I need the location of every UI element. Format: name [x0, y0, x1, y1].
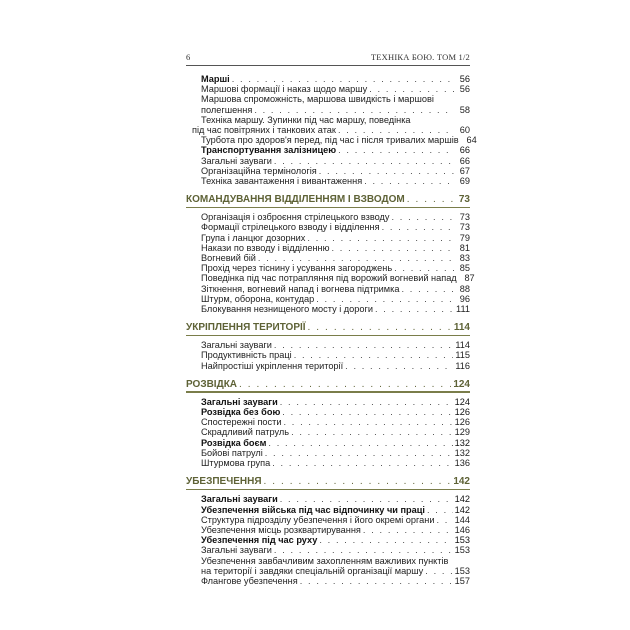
dot-leader	[239, 379, 451, 391]
entry-title: Структура підрозділу убезпечення і його окремі органи	[201, 514, 435, 525]
toc-entry	[186, 105, 470, 115]
toc-entry	[186, 273, 475, 284]
entry-title: Формації стрілецького взводу і відділення	[201, 222, 380, 233]
dot-leader	[280, 397, 453, 407]
dot-leader	[272, 458, 452, 468]
toc-entry	[186, 145, 470, 155]
entry-page-number: 83	[459, 253, 470, 264]
entry-title: полегшення	[201, 104, 253, 115]
entry-page-number: 142	[454, 504, 470, 515]
entry-title: Флангове убезпечення	[201, 575, 298, 586]
entry-title: Спостережні пости	[201, 417, 282, 428]
toc-entry	[186, 176, 470, 186]
entry-title: Убезпечення війська під час відпочинку чи праці	[201, 504, 425, 515]
entry-page-number: 85	[459, 263, 470, 274]
section-page-number: 73	[458, 194, 470, 206]
section-page-number: 114	[453, 322, 470, 334]
toc-entry	[186, 94, 470, 104]
entry-title: Скрадливий патруль	[201, 427, 290, 438]
entry-title: Загальні зауваги	[201, 155, 272, 166]
toc-entry	[186, 263, 470, 273]
entry-page-number: 129	[454, 427, 470, 438]
entry-page-number: 146	[454, 524, 470, 535]
entry-title: Техніка завантаження і вивантаження	[201, 176, 363, 187]
toc-entry	[186, 448, 470, 458]
entry-title: Розвідка боєм	[201, 437, 267, 448]
toc-entry	[186, 525, 470, 535]
dot-leader	[394, 263, 454, 273]
entry-page-number: 132	[454, 437, 470, 448]
entry-title: Блокування незнищеного мосту і дороги	[201, 304, 373, 315]
entry-title: Транспортування залізницею	[201, 145, 337, 156]
entry-title: Вогневий бій	[201, 253, 256, 264]
toc-entry	[186, 284, 470, 294]
entry-title: Убезпечення місць розквартирування	[201, 524, 361, 535]
entry-page-number: 126	[454, 417, 470, 428]
toc-entry	[186, 438, 470, 448]
entry-page-number: 124	[454, 396, 470, 407]
entry-page-number: 114	[455, 340, 470, 351]
entry-title: Убезпечення завбачливим захопленням важливих пунктів	[201, 555, 449, 566]
table-of-contents	[186, 74, 477, 586]
entry-page-number: 157	[454, 575, 470, 586]
toc-entry	[186, 135, 477, 146]
toc-entry	[186, 156, 470, 166]
entry-title: Продуктивність праці	[201, 350, 292, 361]
dot-leader	[274, 340, 453, 350]
dot-leader	[331, 243, 454, 253]
toc-entry	[186, 166, 470, 176]
dot-leader	[425, 566, 452, 576]
entry-page-number: 136	[454, 458, 470, 469]
dot-leader	[345, 361, 453, 371]
toc-entry	[186, 494, 470, 504]
entry-title: на території і завдяки спеціальній організації маршу	[201, 565, 424, 576]
toc-entry	[186, 361, 470, 371]
dot-leader	[338, 125, 454, 135]
entry-title: під час повітряних і танкових атак	[192, 125, 336, 136]
dot-leader	[254, 105, 454, 115]
dot-leader	[283, 417, 452, 427]
entry-title: Техніка маршу. Зупинки під час маршу, поведінка	[201, 114, 411, 125]
dot-leader	[382, 222, 454, 232]
entry-page-number: 144	[454, 514, 470, 525]
entry-page-number: 126	[454, 407, 470, 418]
dot-leader	[280, 494, 453, 504]
entry-page-number: 56	[459, 74, 470, 84]
entry-page-number: 96	[459, 293, 470, 304]
toc-entry	[186, 505, 470, 515]
dot-leader	[258, 253, 454, 263]
toc-entry	[186, 340, 470, 350]
entry-page-number: 73	[459, 222, 470, 233]
section-title: РОЗВІДКА	[186, 378, 238, 390]
toc-entry	[186, 458, 470, 468]
toc-entry	[186, 515, 470, 525]
toc-section-heading	[186, 322, 470, 334]
dot-leader	[232, 74, 454, 84]
dot-leader	[264, 476, 452, 488]
entry-page-number: 88	[459, 283, 470, 294]
dot-leader	[274, 545, 453, 555]
toc-entry	[186, 417, 470, 427]
dot-leader	[369, 84, 454, 94]
toc-entry	[186, 397, 470, 407]
dot-leader	[436, 515, 452, 525]
running-head	[186, 52, 470, 64]
page-number: 6	[186, 52, 191, 62]
toc-entry	[186, 304, 470, 314]
entry-page-number: 58	[459, 104, 470, 115]
entry-page-number: 132	[454, 447, 470, 458]
dot-leader	[375, 304, 454, 314]
entry-title: Штурм, оборона, контудар	[201, 293, 315, 304]
entry-title: Штурмова група	[201, 458, 271, 469]
toc-entry	[186, 253, 470, 263]
section-title: УКРІПЛЕННЯ ТЕРИТОРІЇ	[186, 322, 306, 334]
toc-section-heading	[186, 379, 470, 391]
dot-leader	[401, 284, 454, 294]
entry-title: Маршові формації і наказ щодо маршу	[201, 84, 368, 95]
entry-title: Загальні зауваги	[201, 545, 272, 556]
entry-page-number: 81	[459, 242, 470, 253]
toc-entry	[186, 243, 470, 253]
entry-title: Розвідка без бою	[201, 407, 281, 418]
entry-page-number: 116	[455, 360, 470, 371]
entry-page-number: 60	[459, 125, 470, 136]
section-rule	[186, 489, 470, 491]
dot-leader	[316, 294, 454, 304]
section-rule	[186, 335, 470, 337]
dot-leader	[291, 427, 453, 437]
dot-leader	[274, 156, 454, 166]
toc-entry	[186, 350, 470, 360]
entry-title: Зіткнення, вогневий напад і вогнева підтримка	[201, 283, 400, 294]
entry-page-number: 153	[454, 535, 470, 546]
toc-entry	[186, 556, 470, 566]
running-title: ТЕХНІКА БОЮ. ТОМ 1/2	[370, 52, 470, 62]
dot-leader	[294, 350, 454, 360]
entry-page-number: 153	[454, 545, 470, 556]
dot-leader	[319, 535, 452, 545]
header-rule	[186, 65, 470, 66]
entry-title: Марші	[201, 74, 230, 84]
toc-entry	[186, 84, 470, 94]
entry-title: Найпростіші укріплення території	[201, 360, 344, 371]
entry-page-number: 153	[454, 565, 470, 576]
entry-title: Маршова спроможність, маршова швидкість і маршові	[201, 94, 434, 105]
entry-page-number: 79	[459, 232, 470, 243]
section-title: КОМАНДУВАННЯ ВІДДІЛЕННЯМ І ВЗВОДОМ	[186, 194, 405, 206]
entry-title: Прохід через тіснину і усування загороджень	[201, 263, 393, 274]
dot-leader	[363, 525, 453, 535]
entry-page-number: 64	[466, 135, 477, 146]
entry-title: Турбота про здоров'я перед, під час і після тривалих маршів	[201, 135, 459, 146]
section-rule	[186, 207, 470, 209]
dot-leader	[391, 212, 454, 222]
toc-entry	[186, 427, 470, 437]
entry-title: Організаційна термінологія	[201, 165, 317, 176]
dot-leader	[308, 322, 452, 334]
dot-leader	[268, 438, 452, 448]
toc-entry	[186, 115, 470, 125]
section-title: УБЕЗПЕЧЕННЯ	[186, 476, 262, 488]
entry-page-number: 69	[459, 176, 470, 187]
entry-title: Поведінка під час потрапляння під ворожий вогневий напад	[201, 273, 457, 284]
toc-section-heading	[186, 476, 470, 488]
entry-page-number: 87	[464, 273, 475, 284]
toc-entry	[186, 222, 470, 232]
dot-leader	[407, 194, 454, 206]
dot-leader	[364, 176, 454, 186]
toc-entry	[186, 407, 470, 417]
entry-title: Убезпечення під час руху	[201, 535, 318, 546]
toc-entry	[186, 294, 470, 304]
entry-title: Загальні зауваги	[201, 396, 278, 407]
dot-leader	[338, 145, 454, 155]
dot-leader	[307, 233, 454, 243]
toc-entry	[186, 576, 470, 586]
entry-title: Організація і озброєння стрілецького взводу	[201, 212, 390, 223]
section-rule	[186, 391, 470, 393]
entry-title: Бойові патрулі	[201, 447, 263, 458]
toc-entry	[186, 233, 470, 243]
dot-leader	[282, 407, 452, 417]
toc-section-heading	[186, 194, 470, 206]
toc-entry	[186, 535, 470, 545]
entry-page-number: 66	[459, 155, 470, 166]
entry-title: Загальні зауваги	[201, 494, 278, 505]
entry-page-number: 142	[454, 494, 470, 505]
section-page-number: 142	[453, 476, 470, 488]
dot-leader	[265, 448, 453, 458]
toc-entry	[186, 125, 470, 135]
toc-entry	[186, 566, 470, 576]
dot-leader	[300, 576, 453, 586]
toc-entry	[186, 212, 470, 222]
entry-page-number: 115	[455, 350, 470, 361]
entry-page-number: 56	[459, 84, 470, 95]
section-page-number: 124	[453, 378, 470, 390]
dot-leader	[319, 166, 454, 176]
entry-title: Накази по взводу і відділенню	[201, 242, 330, 253]
entry-title: Загальні зауваги	[201, 340, 272, 351]
dot-leader	[427, 505, 453, 515]
entry-page-number: 66	[459, 145, 470, 156]
entry-page-number: 73	[459, 212, 470, 223]
toc-entry	[186, 545, 470, 555]
entry-page-number: 111	[456, 304, 470, 315]
entry-title: Група і ланцюг дозорних	[201, 232, 306, 243]
toc-entry	[186, 74, 470, 84]
entry-page-number: 67	[459, 165, 470, 176]
